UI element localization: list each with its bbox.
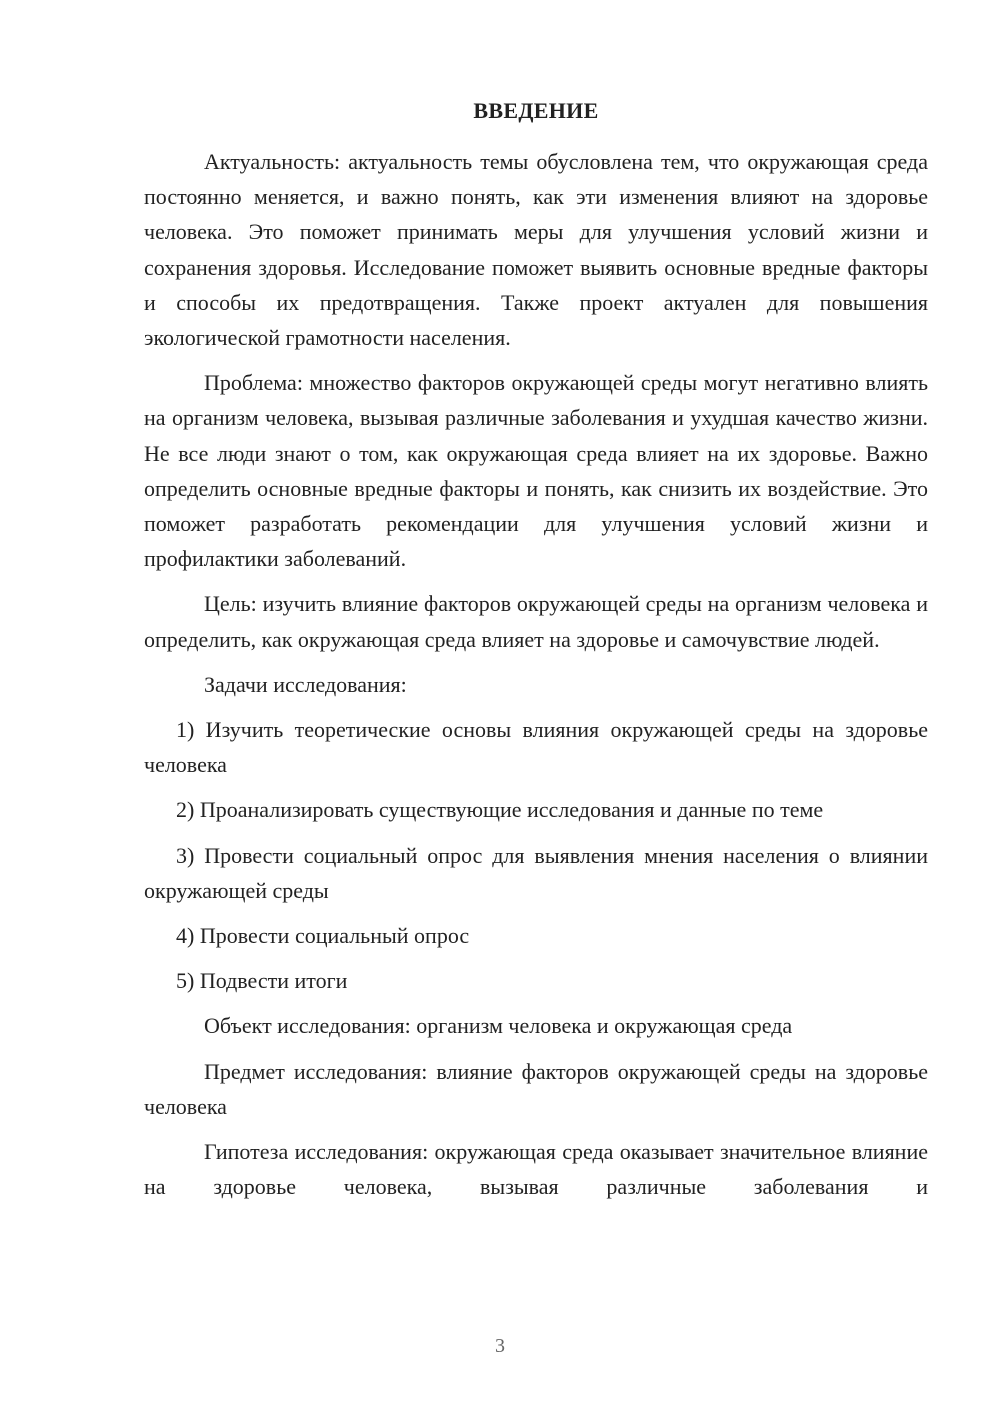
- problem-paragraph: Проблема: множество факторов окружающей среды могут негативно влиять на организм человека, вызывая различные заболевания и ухудшая качество жизни. Не все люди знают о том, как окружающая среда влияет на их здоровье. Важно определить основные вредные факторы и понять, как снизить их воздействие. Это поможет разработать рекомендации для улучшения условий жизни и профилактики заболеваний.: [144, 370, 928, 572]
- task-item-5: 5) Подвести итоги: [176, 968, 348, 994]
- task-item-4: 4) Провести социальный опрос: [176, 923, 470, 949]
- tasks-heading: Задачи исследования:: [204, 671, 407, 697]
- page-number: 3: [495, 1335, 505, 1357]
- subject-paragraph: Предмет исследования: влияние факторов окружающей среды на здоровье человека: [144, 1058, 928, 1119]
- document-page: [144, 92, 928, 1214]
- hypothesis-paragraph: Гипотеза исследования: окружающая среда оказывает значительное влияние на здоровье человека, вызывая различные заболевания и: [144, 1139, 928, 1200]
- page-title: ВВЕДЕНИЕ: [473, 98, 599, 123]
- task-item-3: 3) Провести социальный опрос для выявления мнения населения о влиянии окружающей среды: [144, 842, 928, 903]
- task-item-1: 1) Изучить теоретические основы влияния окружающей среды на здоровье человека: [144, 717, 928, 778]
- relevance-paragraph: Актуальность: актуальность темы обусловлена тем, что окружающая среда постоянно меняется, и важно понять, как эти изменения влияют на здоровье человека. Это поможет принимать меры для улучшения условий жизни и сохранения здоровья. Исследование поможет выявить основные вредные факторы и способы их предотвращения. Также проект актуален для повышения экологической грамотности населения.: [144, 149, 928, 351]
- task-item-2: 2) Проанализировать существующие исследования и данные по теме: [176, 797, 824, 823]
- goal-paragraph: Цель: изучить влияние факторов окружающей среды на организм человека и определить, как окружающая среда влияет на здоровье и самочувствие людей.: [144, 591, 928, 652]
- object-paragraph: Объект исследования: организм человека и окружающая среда: [204, 1013, 793, 1039]
